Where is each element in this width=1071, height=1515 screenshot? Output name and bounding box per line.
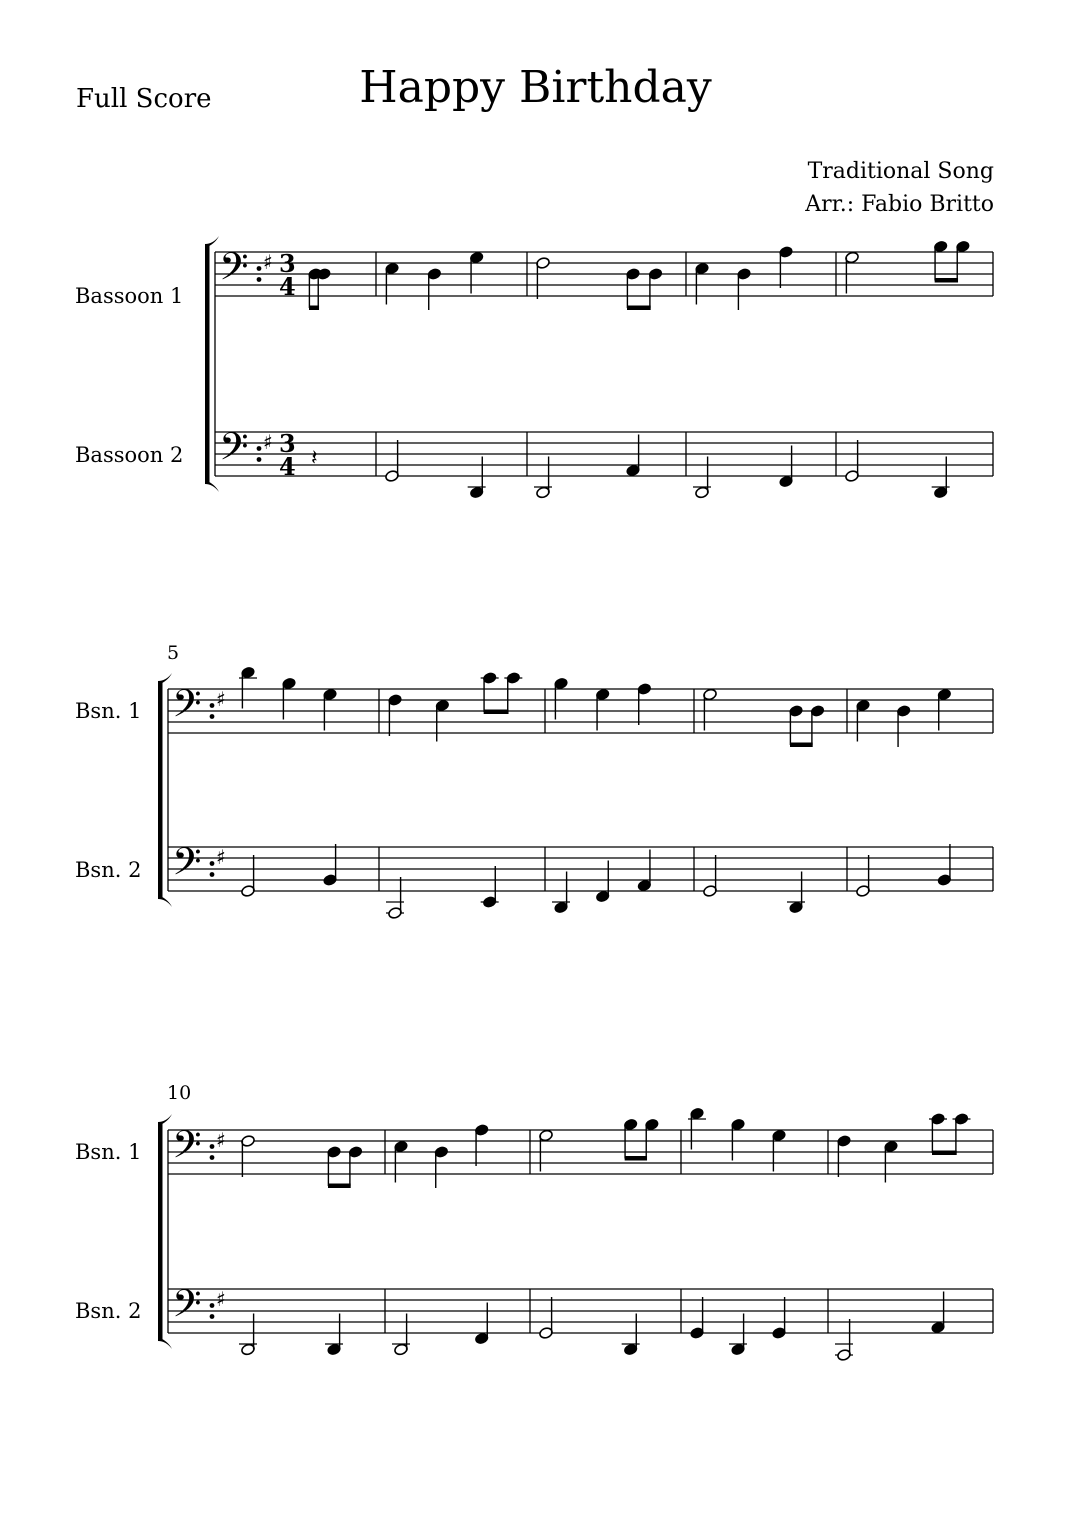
bracket-bottom <box>205 480 219 492</box>
clef-dot <box>210 1155 215 1160</box>
clef-dot <box>210 703 215 708</box>
note-beam <box>309 306 319 311</box>
instrument-label-bsn-1: Bsn. 1 <box>75 699 142 723</box>
instrument-label-bsn-2: Bsn. 2 <box>75 858 142 882</box>
composer-credit: Traditional Song <box>807 159 994 184</box>
clef-dot <box>257 457 262 462</box>
measure-number: 5 <box>167 642 180 664</box>
bass-clef-icon: 𝄢 <box>172 839 202 894</box>
note-beam <box>627 306 651 311</box>
instrument-label-bsn-1: Bsn. 1 <box>75 1140 142 1164</box>
note-beam <box>790 743 813 748</box>
clef-dot <box>257 446 262 451</box>
bracket-bottom <box>158 895 172 907</box>
clef-dot <box>210 861 215 866</box>
clef-dot <box>210 1303 215 1308</box>
key-sharp-icon: ♯ <box>216 687 226 711</box>
clef-dot <box>210 872 215 877</box>
bass-clef-icon: 𝄢 <box>172 1281 202 1336</box>
time-signature-numerator: 3 <box>279 249 296 278</box>
key-sharp-icon: ♯ <box>263 430 273 454</box>
measure-number: 10 <box>167 1082 192 1104</box>
note-beam <box>328 1184 351 1189</box>
key-sharp-icon: ♯ <box>216 845 226 869</box>
time-signature-denominator: 4 <box>279 272 296 301</box>
key-sharp-icon: ♯ <box>216 1287 226 1311</box>
bass-clef-icon: 𝄢 <box>172 681 202 736</box>
clef-dot <box>210 1314 215 1319</box>
page-title: Happy Birthday <box>359 62 712 113</box>
clef-dot <box>257 266 262 271</box>
instrument-label-bsn-2: Bsn. 2 <box>75 1299 142 1323</box>
key-sharp-icon: ♯ <box>263 250 273 274</box>
note-beam <box>935 278 958 283</box>
note-beam <box>484 710 509 715</box>
note-beam <box>932 1151 957 1156</box>
score-label: Full Score <box>76 84 212 114</box>
time-signature-denominator: 4 <box>279 452 296 481</box>
bass-clef-icon: 𝄢 <box>172 1122 202 1177</box>
bass-clef-icon: 𝄢 <box>219 424 249 479</box>
time-signature-numerator: 3 <box>279 429 296 458</box>
clef-dot <box>257 277 262 282</box>
system-bracket <box>158 681 163 899</box>
bracket-top <box>158 673 172 685</box>
bracket-bottom <box>158 1337 172 1349</box>
instrument-label-bassoon-2: Bassoon 2 <box>75 443 184 467</box>
key-sharp-icon: ♯ <box>216 1128 226 1152</box>
system-bracket <box>205 244 210 484</box>
bass-clef-icon: 𝄢 <box>219 244 249 299</box>
arranger-credit: Arr.: Fabio Britto <box>805 192 994 217</box>
clef-dot <box>210 714 215 719</box>
instrument-label-bassoon-1: Bassoon 1 <box>75 284 184 308</box>
bracket-top <box>158 1114 172 1126</box>
note-beam <box>625 1156 647 1161</box>
bracket-top <box>205 236 219 248</box>
quarter-rest-icon: 𝄽 <box>311 446 318 471</box>
system-bracket <box>158 1122 163 1341</box>
clef-dot <box>210 1144 215 1149</box>
